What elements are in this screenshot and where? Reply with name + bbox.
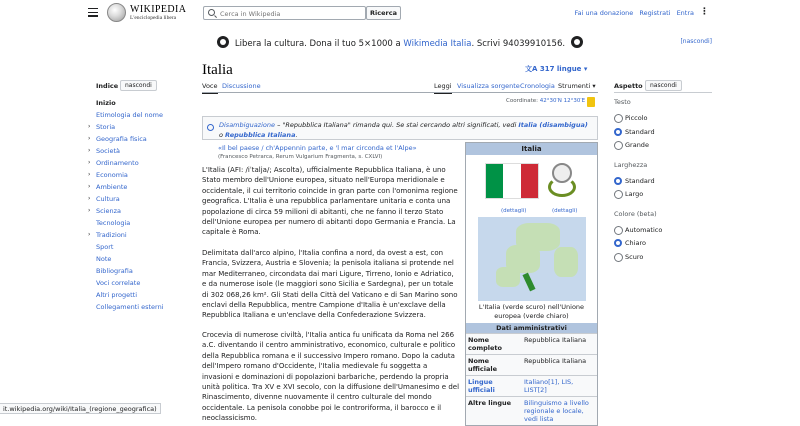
appearance-hide-button[interactable]: nascondi	[645, 80, 682, 91]
disambiguation-icon	[207, 124, 214, 131]
toc-item[interactable]	[88, 121, 188, 133]
toc-item-label: Ambiente	[96, 183, 128, 191]
flag-of-italy[interactable]	[485, 163, 539, 199]
toc-hide-button[interactable]: nascondi	[120, 80, 157, 91]
chevron-right-icon[interactable]: ›	[88, 147, 91, 154]
main-menu-icon[interactable]	[88, 8, 98, 17]
infobox-row: Nome ufficiale Repubblica Italiana	[466, 354, 597, 375]
repubblica-italiana-link[interactable]: Repubblica Italiana	[225, 131, 296, 139]
appearance-radio[interactable]: Scuro	[614, 252, 643, 262]
appearance-group-label: Testo	[614, 98, 631, 106]
toc-item[interactable]	[88, 181, 188, 193]
toc-item[interactable]	[88, 205, 188, 217]
flag-details-link[interactable]: (dettagli)	[501, 208, 527, 214]
toc-item[interactable]	[88, 97, 188, 109]
toc-item[interactable]	[88, 217, 188, 229]
infobox-section-title: Dati amministrativi	[466, 323, 597, 333]
logo-title[interactable]: WIKIPEDIA	[130, 4, 187, 15]
toc-item-label: Etimologia del nome	[96, 111, 163, 119]
personal-tools	[570, 9, 694, 17]
login-link[interactable]: Entra	[676, 9, 694, 17]
appearance-radio[interactable]: Largo	[614, 189, 643, 199]
appearance-group-label: Colore (beta)	[614, 209, 657, 218]
search-icon	[208, 9, 215, 16]
toc-item-label: Voci correlate	[96, 279, 141, 287]
infobox-images	[466, 155, 597, 217]
toc-item-label: Storia	[96, 123, 116, 131]
banner-link[interactable]: Wikimedia Italia	[403, 39, 472, 49]
lock-icon	[587, 97, 595, 107]
toc-item-label: Note	[96, 255, 112, 263]
tab-leggi[interactable]: Leggi	[434, 82, 452, 94]
tab-voce[interactable]: Voce	[202, 82, 218, 94]
toc-item-label: Economia	[96, 171, 128, 179]
toc-item[interactable]	[88, 289, 188, 301]
quote-text[interactable]: «Il bel paese / ch'Appennin parte, e 'l mar circonda et l'Alpe»	[218, 144, 417, 152]
donate-link[interactable]: Fai una donazione	[574, 9, 634, 17]
toc-item[interactable]	[88, 265, 188, 277]
infobox-row: Nome completo Repubblica Italiana	[466, 333, 597, 354]
logo-subtitle: L'enciclopedia libera	[130, 15, 177, 21]
appearance-radio[interactable]: Standard	[614, 127, 655, 137]
toc-item-label: Inizio	[96, 99, 116, 107]
paragraph-history: Crocevia di numerose civiltà, l'Italia antica fu unificata da Roma nel 266 a.C. diventando il centro amministrativo, economico, culturale e politico della Repubblica romana e il successivo Impero romano. Dopo la caduta dell'Impero romano d'Occidente, l'Italia medievale fu soggetta a invasioni e dominazioni di popolazioni barbariche, perdendo la propria unità politica. Tra XV e XVI secolo, con la diffusione dell'Umanesimo e del Rinascimento, divenne nuovamente il centro culturale del mondo occidentale. La penisola conobbe poi le controriforma, il barocco e il neoclassicismo.	[202, 331, 460, 423]
appearance-radio[interactable]: Piccolo	[614, 113, 648, 123]
map-caption: L'Italia (verde scuro) nell'Unione europea (verde chiaro)	[466, 301, 597, 323]
infobox-row: Lingue ufficiali Italiano[1], LIS, LIST[2]	[466, 375, 597, 396]
5x1000-logo-icon	[571, 36, 583, 48]
toc-item-label: Cultura	[96, 195, 120, 203]
toc-item[interactable]	[88, 301, 188, 313]
chevron-right-icon[interactable]: ›	[88, 123, 91, 130]
tab-cronologia[interactable]: Cronologia	[520, 82, 555, 90]
toc-item-label: Sport	[96, 243, 114, 251]
infobox-row: Altre lingue Bilinguismo a livello regionale e locale, vedi lista	[466, 396, 597, 425]
tab-strumenti[interactable]: Strumenti ▾	[558, 82, 596, 90]
chevron-right-icon[interactable]: ›	[88, 171, 91, 178]
language-button[interactable]: 文A 317 lingue ▾	[525, 65, 588, 73]
toc-item[interactable]	[88, 229, 188, 241]
search-input[interactable]	[220, 9, 360, 18]
coordinates: Coordinate: 42°30′N 12°30′E	[506, 98, 586, 104]
paragraph-geography: Delimitata dall'arco alpino, l'Italia confina a nord, da ovest a est, con Francia, Svizzera, Austria e Slovenia; la penisola italiana si protende nel mar Mediterraneo, circondata dai mari Ligure, Tirreno, Ionio e Adriatico, e da numerose isole (le maggiori sono Sicilia e Sardegna), per un totale di 302 068,26 km². Gli Stati della Città del Vaticano e di San Marino sono enclavi della Repubblica, mentre Campione d'Italia è un'exclave della Repubblica Italiana e un'enclave della Confederazione Svizzera.	[202, 249, 458, 320]
more-options-icon[interactable]: ⋮	[700, 7, 709, 17]
appearance-divider	[614, 92, 712, 93]
toc-item-label: Collegamenti esterni	[96, 303, 164, 311]
chevron-right-icon[interactable]: ›	[88, 195, 91, 202]
header	[0, 0, 800, 28]
banner-text: Libera la cultura. Dona il tuo 5×1000 a Wikimedia Italia. Scrivi 94039910156.	[234, 39, 566, 49]
toc-item[interactable]	[88, 133, 188, 145]
toc-item[interactable]	[88, 193, 188, 205]
appearance-group-label: Larghezza	[614, 160, 648, 169]
disambiguation-hatnote: Disambiguazione – "Repubblica Italiana" rimanda qui. Se stai cercando altri significati, vedi Italia (disambigua) o Repubblica Italiana.	[202, 116, 598, 140]
toc-item[interactable]	[88, 109, 188, 121]
coordinates-link[interactable]: 42°30′N 12°30′E	[539, 98, 586, 104]
toc-item-label: Tradizioni	[96, 231, 127, 239]
toc-item[interactable]	[88, 277, 188, 289]
emblem-of-italy[interactable]	[546, 161, 578, 199]
search-box[interactable]	[203, 6, 366, 20]
toc-item-label: Bibliografia	[96, 267, 133, 275]
paragraph-intro: L'Italia (AFI: /iˈtalja/; Ascolta), ufficialmente Repubblica Italiana, è uno Stato membro dell'Unione europea, situato nell'Europa meridionale e occidentale, il cui territorio coincide in gran parte con l'omonima regione geografica. L'Italia è una repubblica parlamentare unitaria e conta una popolazione di circa 59 milioni di abitanti, che ne fanno il terzo Stato dell'Unione europea per numero di abitanti dopo Germania e Francia. La capitale è Roma.	[202, 166, 458, 237]
appearance-title: Aspetto	[614, 82, 643, 90]
tabs-divider	[202, 92, 598, 93]
toc-item-label: Tecnologia	[96, 219, 131, 227]
appearance-radio[interactable]: Grande	[614, 140, 649, 150]
toc-title: Indice	[96, 82, 119, 90]
toc-item-label: Altri progetti	[96, 291, 138, 299]
toc-item[interactable]	[88, 145, 188, 157]
emblem-details-link[interactable]: (dettagli)	[552, 208, 578, 214]
location-map[interactable]	[466, 217, 597, 301]
toc-item[interactable]	[88, 253, 188, 265]
infobox-title: Italia	[466, 143, 597, 155]
chevron-right-icon[interactable]: ›	[88, 207, 91, 214]
toc-item[interactable]	[88, 157, 188, 169]
chevron-right-icon[interactable]: ›	[88, 183, 91, 190]
chevron-right-icon[interactable]: ›	[88, 135, 91, 142]
quote	[218, 144, 458, 162]
wikipedia-globe-icon[interactable]	[107, 3, 126, 22]
5x1000-logo-icon	[217, 36, 229, 48]
toc-item-label: Società	[96, 147, 121, 155]
toc-item-label: Scienza	[96, 207, 122, 215]
toc-item[interactable]	[88, 241, 188, 253]
toc-item[interactable]	[88, 169, 188, 181]
toc-item-label: Ordinamento	[96, 159, 139, 167]
search-button[interactable]: Ricerca	[366, 6, 401, 20]
italia-disambigua-link[interactable]: Italia (disambigua)	[518, 121, 588, 129]
register-link[interactable]: Registrati	[639, 9, 671, 17]
chevron-right-icon[interactable]: ›	[88, 159, 91, 166]
table-of-contents	[88, 97, 188, 313]
chevron-right-icon[interactable]: ›	[88, 231, 91, 238]
quote-citation: (Francesco Petrarca, Rerum Vulgarium Fragmenta, s. CXLVI)	[218, 154, 383, 160]
appearance-radio[interactable]: Chiaro	[614, 238, 646, 248]
disambiguation-link[interactable]: Disambiguazione	[219, 121, 275, 129]
appearance-radio[interactable]: Automatico	[614, 225, 662, 235]
status-bar-url: it.wikipedia.org/wiki/Italia_(regione_geografica)	[0, 403, 161, 414]
hide-banner-link[interactable]: [nascondi]	[680, 38, 712, 45]
tab-visualizza-sorgente[interactable]: Visualizza sorgente	[457, 82, 520, 90]
toc-item-label: Geografia fisica	[96, 135, 147, 143]
tab-discussione[interactable]: Discussione	[222, 82, 261, 90]
appearance-radio[interactable]: Standard	[614, 176, 655, 186]
page-title: Italia	[202, 62, 233, 78]
infobox	[465, 142, 598, 426]
